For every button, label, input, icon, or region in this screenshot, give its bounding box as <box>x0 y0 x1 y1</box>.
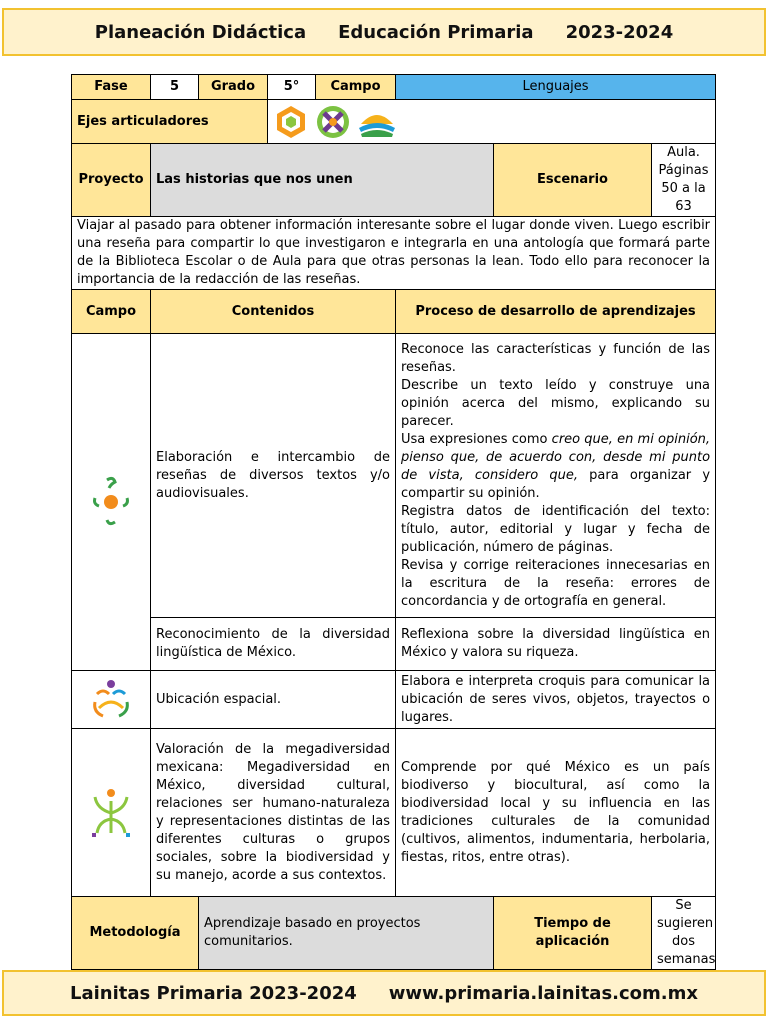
contenido-megadiversidad: Valoración de la megadiversidad mexicana: Megadiversidad en México, diversidad cultural, relaciones ser humano-naturaleza y representaciones distintas de las diferentes culturas o grupos sociales, sobre la biodiversidad y su manejo, acorde a sus contextos. <box>151 729 396 897</box>
proyecto-value: Las historias que nos unen <box>151 144 494 217</box>
project-description: Viajar al pasado para obtener información interesante sobre el lugar donde viven. Luego escribir una reseña para compartir lo que investigaron e integrarla en una antología que formará parte de la Biblioteca Escolar o de Aula para que otras personas la lean. Todo ello para reconocer la importancia de la redacción de las reseñas. <box>72 217 716 290</box>
planning-table <box>71 74 716 991</box>
campo-value: Lenguajes <box>396 75 716 100</box>
proceso-ubicacion: Elabora e interpreta croquis para comunicar la ubicación de seres vivos, objetos, trayectos o lugares. <box>396 671 716 729</box>
fase-label: Fase <box>72 75 151 100</box>
proceso-p4: Registra datos de identificación del texto: título, autor, editorial y lugar y fecha de publicación, número de páginas. <box>401 503 711 555</box>
fase-value: 5 <box>151 75 199 100</box>
header-level: Educación Primaria <box>338 21 534 43</box>
header-contenidos: Contenidos <box>151 290 396 334</box>
proyecto-label: Proyecto <box>72 144 151 217</box>
tiempo-value: Se sugieren dos semanas <box>652 897 716 970</box>
campo-saberes-icon-cell <box>72 671 151 729</box>
proceso-p3-expressions: creo que, en mi opinión, pienso que, de acuerdo con, desde mi punto de vista, considero que, <box>401 431 711 483</box>
escenario-value: Aula. Páginas 50 a la 63 <box>652 144 716 217</box>
lenguajes-icon <box>91 476 131 528</box>
header-proceso: Proceso de desarrollo de aprendizajes <box>396 290 716 334</box>
header-year: 2023-2024 <box>565 21 674 43</box>
interculturalidad-icon <box>357 104 397 140</box>
metodologia-value: Aprendizaje basado en proyectos comunitarios. <box>199 897 494 970</box>
metodologia-label: Metodología <box>72 897 199 970</box>
footer-site-name: Lainitas Primaria 2023-2024 <box>70 982 357 1004</box>
header-banner <box>2 8 766 56</box>
tiempo-label: Tiempo de aplicación <box>494 897 652 970</box>
escenario-label: Escenario <box>494 144 652 217</box>
proceso-resenas <box>396 334 716 618</box>
contenido-resenas: Elaboración e intercambio de reseñas de diversos textos y/o audiovisuales. <box>151 334 396 618</box>
proceso-p2: Describe un texto leído y construye una opinión acerca del mismo, explicando su parecer. <box>401 377 711 429</box>
proceso-p3 <box>401 431 710 503</box>
header-campo: Campo <box>72 290 151 334</box>
grado-value: 5° <box>268 75 316 100</box>
campo-label: Campo <box>316 75 396 100</box>
ejes-icons-cell <box>268 100 716 144</box>
inclusion-icon <box>273 104 309 140</box>
ejes-label: Ejes articuladores <box>72 100 268 144</box>
campo-etica-icon-cell <box>72 729 151 897</box>
proceso-p1: Reconoce las características y función de las reseñas. <box>401 341 711 375</box>
etica-naturaleza-icon <box>89 787 133 839</box>
proceso-diversidad-linguistica: Reflexiona sobre la diversidad lingüística en México y valora su riqueza. <box>396 618 716 671</box>
header-title: Planeación Didáctica <box>94 21 307 43</box>
contenido-diversidad-linguistica: Reconocimiento de la diversidad lingüística de México. <box>151 618 396 671</box>
proceso-p3-c: para organizar y compartir su opinión. <box>401 467 711 501</box>
campo-lenguajes-icon-cell <box>72 334 151 671</box>
saberes-icon <box>89 678 133 722</box>
igualdad-genero-icon <box>315 104 351 140</box>
proceso-p3-a: Usa expresiones como <box>401 431 552 447</box>
proceso-p5: Revisa y corrige reiteraciones innecesarias en la escritura de la reseña: errores de concordancia y de ortografía en general. <box>401 557 711 609</box>
grado-label: Grado <box>199 75 268 100</box>
contenido-ubicacion: Ubicación espacial. <box>151 671 396 729</box>
proceso-megadiversidad: Comprende por qué México es un país biodiverso y biocultural, así como la biodiversidad local y su influencia en las tradiciones culturales de la comunidad (cultivos, alimentos, indumentaria, herbolaria, fiestas, ritos, entre otras). <box>396 729 716 897</box>
footer-url[interactable]: www.primaria.lainitas.com.mx <box>388 982 698 1004</box>
footer-banner <box>2 970 766 1016</box>
